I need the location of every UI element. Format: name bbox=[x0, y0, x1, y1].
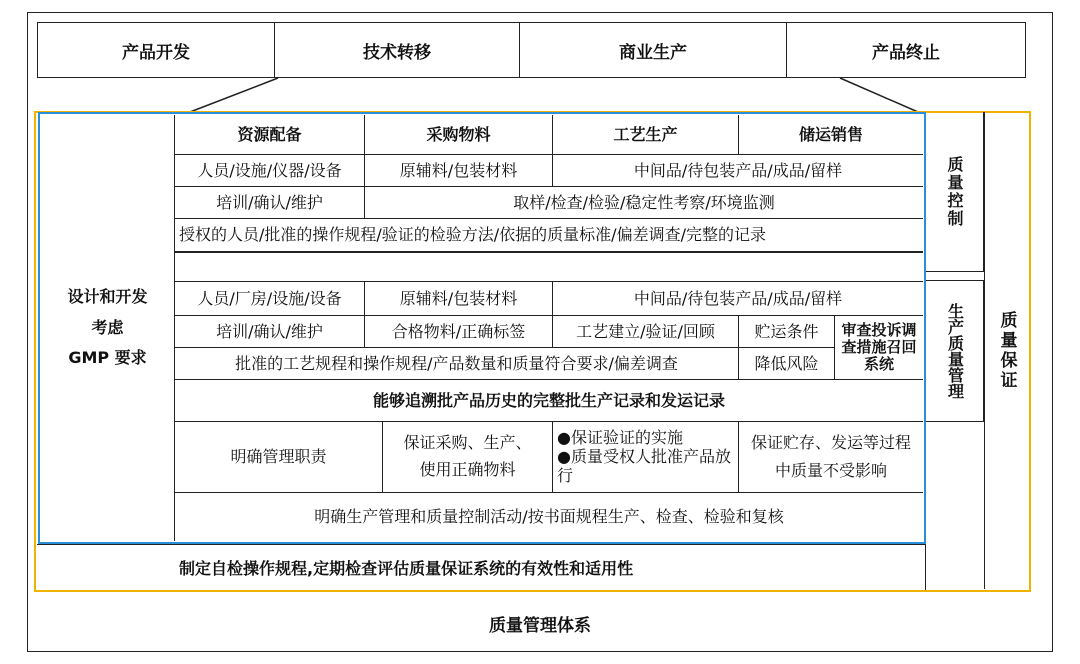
resp-validation-line-2: ●质量受权人批准产品放行 bbox=[557, 446, 731, 486]
pqm-r3-approved-procedures: 批准的工艺规程和操作规程/产品数量和质量符合要求/偏差调查 bbox=[175, 348, 739, 380]
pqm-label-box bbox=[926, 280, 984, 422]
resp-validation-line-1: ●保证验证的实施 bbox=[557, 427, 683, 447]
resp-materials-text: 保证采购、生产、使用正确物料 bbox=[403, 433, 532, 479]
pqm-r1-personnel: 人员/厂房/设施/设备 bbox=[175, 282, 365, 316]
left-label-line-1: 设计和开发 bbox=[67, 287, 148, 307]
qc-section bbox=[175, 115, 923, 273]
label-quality-assurance: 质量保证 bbox=[996, 310, 1017, 391]
pqm-r2-process-validation: 工艺建立/验证/回顾 bbox=[553, 316, 739, 348]
qc-r1-products: 中间品/待包装产品/成品/留样 bbox=[553, 155, 923, 187]
left-label-line-2: 考虑 bbox=[91, 317, 124, 337]
connector-right bbox=[840, 78, 918, 112]
resp-materials bbox=[383, 421, 553, 493]
lifecycle-product-development: 产品开发 bbox=[38, 23, 275, 77]
lifecycle-commercial-production: 商业生产 bbox=[520, 23, 787, 77]
pqm-r2-training: 培训/确认/维护 bbox=[175, 316, 365, 348]
qc-r1-personnel: 人员/设施/仪器/设备 bbox=[175, 155, 365, 187]
header-process: 工艺生产 bbox=[553, 115, 739, 155]
pqm-r4-traceability: 能够追溯批产品历史的完整批生产记录和发运记录 bbox=[175, 380, 923, 422]
pqm-complaints-recall: 审查投诉调查措施召回系统 bbox=[835, 316, 923, 380]
qc-label-box bbox=[926, 112, 984, 272]
resp-management: 明确管理职责 bbox=[175, 421, 383, 493]
pqm-r2-storage: 贮运条件 bbox=[739, 316, 835, 348]
responsibilities-section bbox=[175, 421, 923, 541]
footer-title: 质量管理体系 bbox=[489, 615, 591, 636]
pqm-r1-materials: 原辅料/包装材料 bbox=[365, 282, 553, 316]
resp-bottom-row: 明确生产管理和质量控制活动/按书面规程生产、检查、检验和复核 bbox=[314, 507, 784, 526]
label-production-quality-management: 生产质量管理 bbox=[945, 303, 965, 399]
self-inspection-text: 制定自检操作规程,定期检查评估质量保证系统的有效性和适用性 bbox=[179, 559, 634, 578]
resp-storage-text: 保证贮存、发运等过程中质量不受影响 bbox=[750, 433, 911, 480]
left-label-line-3: GMP 要求 bbox=[68, 348, 147, 368]
pqm-r1-products: 中间品/待包装产品/成品/留样 bbox=[553, 282, 923, 316]
self-inspection-row bbox=[37, 544, 926, 590]
resp-validation bbox=[553, 421, 739, 493]
header-resources: 资源配备 bbox=[175, 115, 365, 155]
label-quality-control: 质量控制 bbox=[945, 155, 964, 228]
pqm-r3-risk: 降低风险 bbox=[739, 348, 835, 380]
header-storage-distribution: 储运销售 bbox=[739, 115, 923, 155]
qc-r2-sampling: 取样/检查/检验/稳定性考察/环境监测 bbox=[365, 187, 923, 219]
left-label bbox=[41, 115, 175, 541]
pqm-section bbox=[175, 281, 923, 421]
resp-storage bbox=[739, 421, 923, 493]
lifecycle-product-termination: 产品终止 bbox=[872, 42, 940, 63]
lifecycle-technology-transfer: 技术转移 bbox=[275, 23, 520, 77]
qc-r3-authorized: 授权的人员/批准的操作规程/验证的检验方法/依据的质量标准/偏差调查/完整的记录 bbox=[175, 219, 923, 253]
connector-left bbox=[190, 78, 278, 112]
qa-column bbox=[984, 112, 1029, 589]
qc-r2-training: 培训/确认/维护 bbox=[175, 187, 365, 219]
header-purchasing: 采购物料 bbox=[365, 115, 553, 155]
qc-r1-materials: 原辅料/包装材料 bbox=[365, 155, 553, 187]
pqm-r2-labels: 合格物料/正确标签 bbox=[365, 316, 553, 348]
